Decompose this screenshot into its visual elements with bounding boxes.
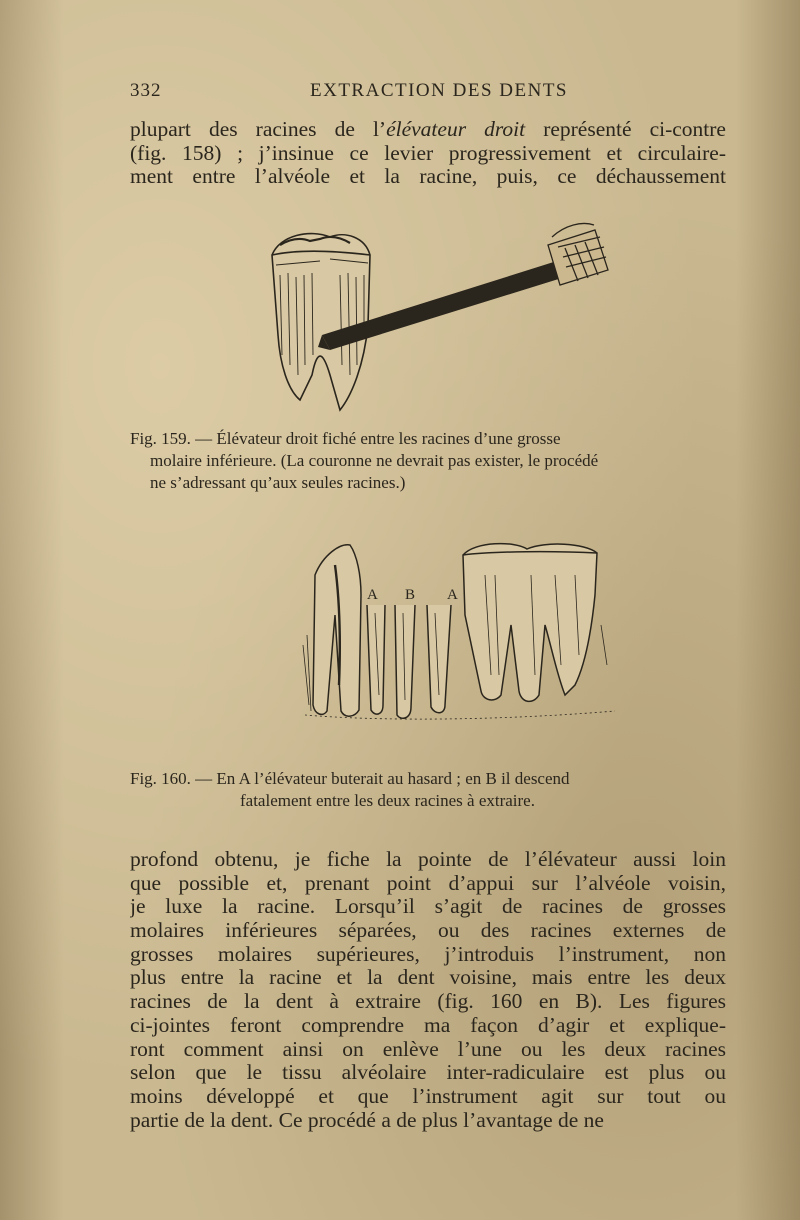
text-line: profond obtenu, je fiche la pointe de l’élévateur aussi loin <box>130 848 726 871</box>
text-line: racines de la dent à extraire (fig. 160 en B). Les figures <box>130 990 726 1014</box>
paragraph-bottom <box>130 848 726 1132</box>
text-line: moins développé et que l’instrument agit sur tout ou <box>130 1084 726 1108</box>
figure-159-illustration <box>260 215 610 415</box>
text-line: je luxe la racine. Lorsqu’il s’agit de racines de grosses <box>130 895 726 919</box>
text-line: ront comment ainsi on enlève l’une ou les deux racines <box>130 1037 726 1061</box>
text-line: selon que le tissu alvéolaire inter-radiculaire est plus ou <box>130 1061 726 1085</box>
page-number: 332 <box>130 80 162 101</box>
running-title: EXTRACTION DES DENTS <box>310 80 568 101</box>
text-line: partie de la dent. Ce procédé a de plus l’avantage de ne <box>130 1108 604 1132</box>
text-line: molaires inférieures séparées, ou des racines externes de <box>130 919 726 943</box>
text-run-italic: élévateur droit <box>386 118 526 141</box>
running-head <box>130 80 726 104</box>
text-line: (fig. 158) ; j’insinue ce levier progressivement et circulaire- <box>130 141 726 165</box>
caption-line: ne s’adressant qu’aux seules racines.) <box>150 473 406 492</box>
text-line: ci-jointes feront comprendre ma façon d’agir et explique- <box>130 1013 726 1037</box>
text-line: plus entre la racine et la dent voisine, mais entre les deux <box>130 966 726 990</box>
figure-160-label-a-left: A <box>367 587 378 603</box>
caption-line: Fig. 160. — En A l’élévateur buterait au hasard ; en B il descend <box>130 769 570 788</box>
text-run: représenté ci-contre <box>525 118 726 141</box>
figure-160-illustration <box>295 535 625 735</box>
text-line: ment entre l’alvéole et la racine, puis, ce déchaussement <box>130 165 726 189</box>
caption-line: Fig. 159. — Élévateur droit fiché entre les racines d’une grosse <box>130 429 561 448</box>
figure-160-caption <box>130 768 726 812</box>
figure-159-caption <box>130 428 726 494</box>
paragraph-top <box>130 118 726 189</box>
text-line <box>130 118 726 142</box>
text-run: plupart des racines de l’ <box>130 118 387 141</box>
text-line: grosses molaires supérieures, j’introduis l’instrument, non <box>130 942 726 966</box>
caption-line: molaire inférieure. (La couronne ne devrait pas exister, le procédé <box>150 451 599 470</box>
caption-line: fatalement entre les deux racines à extraire. <box>240 791 535 810</box>
figure-160-label-a-right: A <box>447 587 458 603</box>
figure-160-label-b: B <box>405 587 416 603</box>
text-line: que possible et, prenant point d’appui sur l’alvéole voisin, <box>130 871 726 895</box>
